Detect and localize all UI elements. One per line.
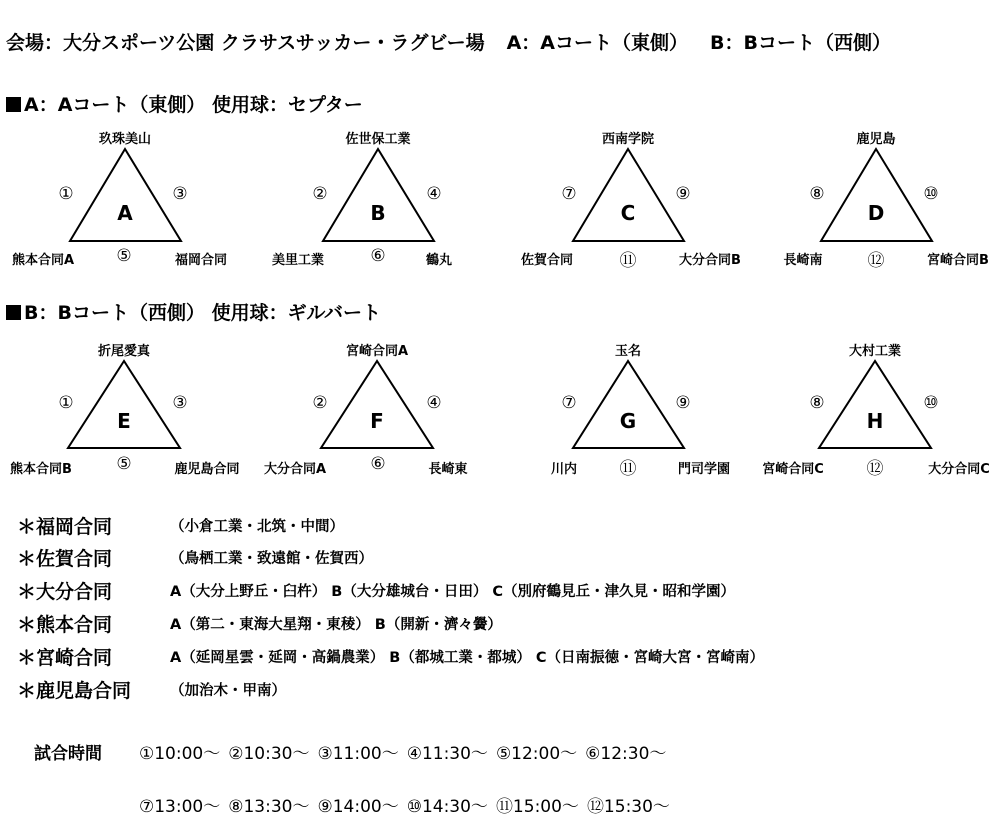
team-left: 川内 (550, 462, 578, 477)
match-number-left: ⑧ (809, 393, 825, 413)
match-number-right: ⑨ (675, 393, 691, 413)
group-letter: E (117, 409, 131, 433)
court-b-legend: B：Bコート（西側） (710, 32, 891, 54)
team-right: 福岡合同 (174, 253, 228, 268)
team-left: 熊本合同A (11, 253, 75, 268)
group-letter: D (867, 201, 885, 225)
match-number-left: ① (58, 184, 74, 204)
square-bullet-icon (6, 97, 21, 112)
match-number-bottom: ⑫ (867, 251, 885, 271)
match-number-right: ⑩ (923, 393, 939, 413)
team-top: 西南学院 (601, 132, 655, 147)
square-bullet-icon (6, 305, 21, 320)
group-c (503, 125, 753, 275)
match-number-bottom: ⑥ (370, 246, 386, 266)
team-top: 鹿児島 (856, 132, 896, 147)
team-right: 長崎東 (428, 462, 468, 477)
schedule-slot: ⑦13:00～ (139, 797, 221, 817)
group-letter: C (620, 201, 636, 225)
schedule-slot: ⑫15:30～ (586, 797, 670, 817)
schedule-slot: ⑨14:00～ (317, 797, 399, 817)
group-letter: B (370, 201, 386, 225)
note-label-kagoshima: ＊鹿児島合同 (17, 680, 132, 702)
court-a-title (6, 90, 363, 117)
match-number-right: ④ (426, 393, 442, 413)
team-left: 長崎南 (783, 253, 823, 268)
match-number-right: ⑩ (923, 184, 939, 204)
match-number-right: ④ (426, 184, 442, 204)
group-g (503, 337, 753, 487)
team-right: 大分合同B (679, 253, 741, 268)
schedule-label: 試合時間 (34, 744, 102, 764)
match-number-left: ⑧ (809, 184, 825, 204)
schedule-slot: ④11:30～ (406, 744, 488, 764)
team-left: 佐賀合同 (520, 253, 574, 268)
group-letter: A (117, 201, 133, 225)
note-value-miyazaki: A（延岡星雲・延岡・高鍋農業） B（都城工業・都城） C（日南振徳・宮崎大宮・宮崎南） (170, 650, 765, 666)
match-number-bottom: ⑫ (866, 459, 884, 479)
schedule-row-1 (139, 739, 674, 764)
note-value-oita: A（大分上野丘・臼杵） B（大分雄城台・日田） C（別府鶴見丘・津久見・昭和学園） (170, 584, 736, 600)
note-label-miyazaki: ＊宮崎合同 (17, 647, 113, 669)
schedule-slot: ⑩14:30～ (406, 797, 488, 817)
schedule-slot: ⑪15:00～ (495, 797, 579, 817)
match-number-bottom: ⑪ (619, 251, 637, 271)
schedule-slot: ⑥12:30～ (585, 744, 667, 764)
match-number-left: ① (58, 393, 74, 413)
group-b (253, 125, 503, 275)
group-e (0, 337, 250, 487)
team-top: 宮崎合同A (345, 344, 409, 359)
match-number-bottom: ⑥ (370, 454, 386, 474)
venue-text: 会場：大分スポーツ公園 クラサスサッカー・ラグビー場 (6, 32, 485, 54)
team-right: 鶴丸 (425, 253, 453, 268)
group-h (751, 337, 1000, 487)
note-value-kagoshima: （加治木・甲南） (170, 683, 286, 699)
match-number-right: ⑨ (675, 184, 691, 204)
team-top: 折尾愛真 (97, 344, 151, 359)
schedule-slot: ②10:30～ (228, 744, 310, 764)
match-number-left: ② (312, 393, 328, 413)
group-letter: G (619, 409, 637, 433)
note-value-saga: （鳥栖工業・致遠館・佐賀西） (170, 551, 373, 567)
schedule-slot: ⑤12:00～ (495, 744, 578, 764)
team-left: 熊本合同B (10, 462, 72, 477)
court-a-legend: A：Aコート（東側） (506, 32, 688, 54)
team-right: 鹿児島合同 (174, 462, 240, 477)
group-d (751, 125, 1000, 275)
match-number-left: ② (312, 184, 328, 204)
note-value-fukuoka: （小倉工業・北筑・中間） (170, 519, 344, 535)
note-label-oita: ＊大分合同 (17, 581, 113, 603)
group-letter: H (866, 409, 884, 433)
court-b-title-text: B：Bコート（西側） 使用球：ギルバート (24, 302, 382, 324)
schedule-slot: ①10:00～ (139, 744, 221, 764)
team-right: 門司学園 (677, 462, 731, 477)
match-number-bottom: ⑤ (116, 246, 132, 266)
team-right: 大分合同C (928, 462, 990, 477)
team-top: 佐世保工業 (345, 132, 411, 147)
team-right: 宮崎合同B (927, 253, 989, 268)
team-left: 美里工業 (271, 253, 325, 268)
group-a (0, 125, 250, 275)
team-top: 玉名 (614, 344, 642, 359)
match-number-right: ③ (172, 393, 188, 413)
team-top: 玖珠美山 (98, 132, 152, 147)
match-number-bottom: ⑪ (619, 459, 637, 479)
venue-header (6, 28, 891, 55)
court-a-title-text: A：Aコート（東側） 使用球：セプター (24, 94, 363, 116)
match-number-left: ⑦ (561, 184, 577, 204)
match-number-bottom: ⑤ (116, 454, 132, 474)
note-value-kumamoto: A（第二・東海大星翔・東稜） B（開新・濟々黌） (170, 617, 502, 633)
note-label-kumamoto: ＊熊本合同 (17, 614, 113, 636)
team-left: 宮崎合同C (762, 462, 824, 477)
match-number-right: ③ (172, 184, 188, 204)
group-f (253, 337, 503, 487)
team-top: 大村工業 (848, 344, 902, 359)
schedule-row-2 (139, 792, 678, 817)
note-label-saga: ＊佐賀合同 (17, 548, 113, 570)
schedule-slot: ⑧13:30～ (228, 797, 310, 817)
schedule-slot: ③11:00～ (317, 744, 399, 764)
group-letter: F (370, 409, 384, 433)
match-number-left: ⑦ (561, 393, 577, 413)
court-b-title (6, 298, 381, 325)
note-label-fukuoka: ＊福岡合同 (17, 516, 113, 538)
team-left: 大分合同A (263, 462, 327, 477)
